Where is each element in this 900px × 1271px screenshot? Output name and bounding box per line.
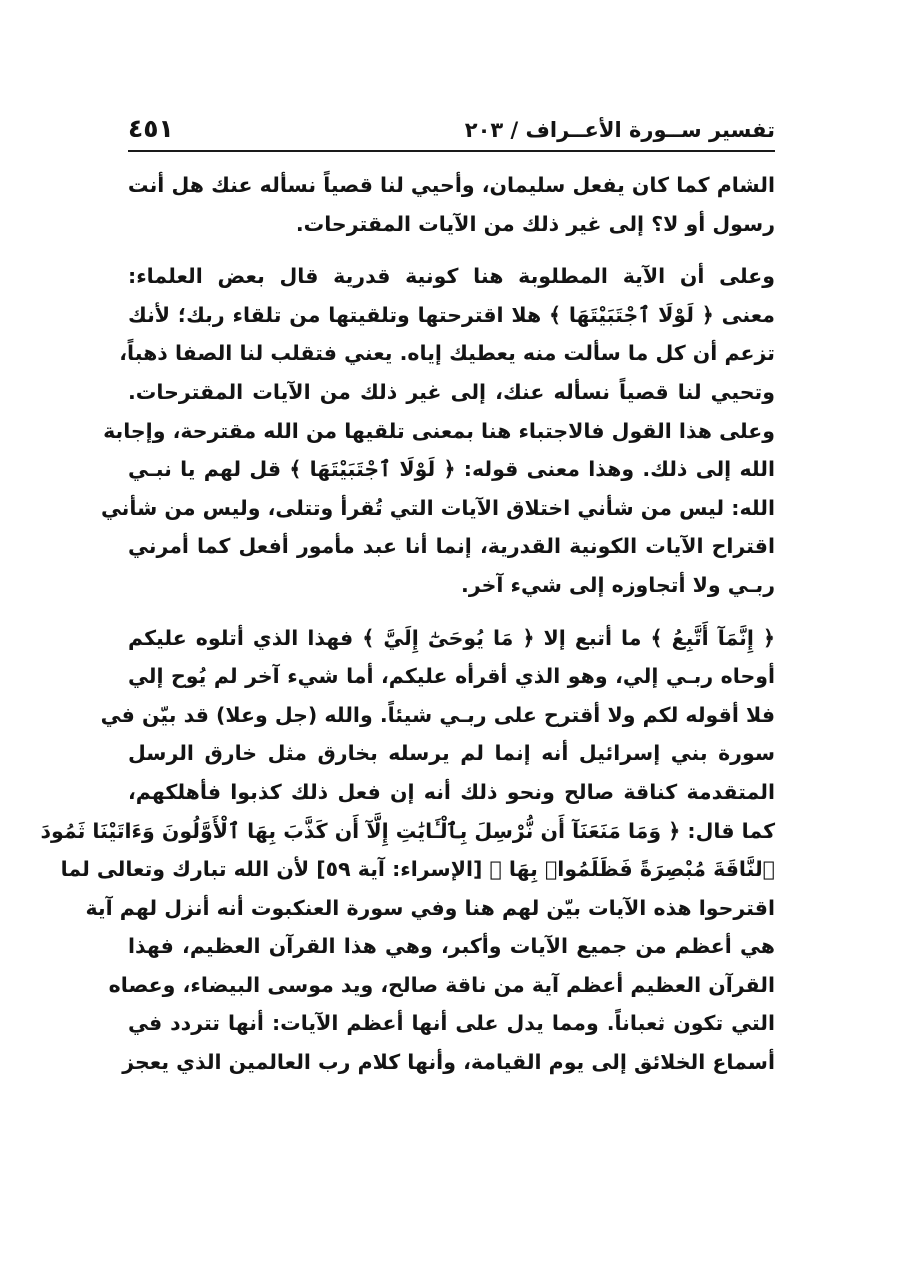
text-line: ٱلنَّاقَةَ مُبْصِرَةً فَظَلَمُوا۟ بِهَا ﴾ [الإسراء: آية ٥٩] لأن الله تبارك وتعالى لما xyxy=(60,857,775,882)
text-line: سورة بني إسرائيل أنه إنما لم يرسله بخارق مثل خارق الرسل xyxy=(128,741,775,766)
page-header xyxy=(128,112,775,152)
text-line: الشام كما كان يفعل سليمان، وأحيي لنا قصياً نسأله عنك هل أنت xyxy=(127,173,775,197)
text-line: وعلى هذا القول فالاجتباء هنا بمعنى تلقيها من الله مقترحة، وإجابة xyxy=(103,418,775,443)
text-line: رسول أو لا؟ إلى غير ذلك من الآيات المقترحات. xyxy=(295,211,775,236)
paragraph xyxy=(40,619,775,1082)
text-line: أوحاه ربـي إلي، وهو الذي أقرأه عليكم، أما شيء آخر لم يُوح إلي xyxy=(128,664,775,689)
running-title: تفسير ســورة الأعــراف / ٢٠٣ xyxy=(464,118,775,142)
text-line: الله: ليس من شأني اختلاق الآيات التي تُقرأ وتتلى، وليس من شأني xyxy=(100,495,775,520)
text-line: كما قال: ﴿ وَمَا مَنَعَنَآ أَن نُّرْسِلَ بِٱلْـَٔايَٰتِ إِلَّآ أَن كَذَّبَ بِهَا ٱلْأَوَّلُونَ وَءَاتَيْنَا ثَمُودَ xyxy=(40,818,775,843)
text-line: وتحيي لنا قصياً نسأله عنك، إلى غير ذلك من الآيات المقترحات. xyxy=(128,379,775,404)
text-line: التي تكون ثعباناً. ومما يدل على أنها أعظم الآيات: أنها تتردد في xyxy=(128,1011,775,1036)
text-line: القرآن العظيم أعظم آية من ناقة صالح، ويد موسى البيضاء، وعصاه xyxy=(108,972,775,997)
text-line: ﴿ إِنَّمَآ أَتَّبِعُ ﴾ ما أتبع إلا ﴿ مَا يُوحَىٰٓ إِلَيَّ ﴾ فهذا الذي أتلوه عليكم xyxy=(128,625,775,650)
text-line: اقترحوا هذه الآيات بيّن لهم هنا وفي سورة العنكبوت أنه أنزل لهم آية xyxy=(85,895,775,920)
paragraph xyxy=(128,166,775,243)
text-line: اقتراح الآيات الكونية القدرية، إنما أنا عبد مأمور أفعل كما أمرني xyxy=(128,534,775,559)
page-body xyxy=(40,166,775,1082)
text-line: أسماع الخلائق إلى يوم القيامة، وأنها كلام رب العالمين الذي يعجز xyxy=(122,1050,775,1075)
text-line: هي أعظم من جميع الآيات وأكبر، وهي هذا القرآن العظيم، فهذا xyxy=(128,934,775,959)
page-number: ٤٥١ xyxy=(128,114,174,143)
text-line: تزعم أن كل ما سألت منه يعطيك إياه. يعني فتقلب لنا الصفا ذهباً، xyxy=(119,341,775,366)
text-line: فلا أقوله لكم ولا أقترح على ربـي شيئاً. والله (جل وعلا) قد بيّن في xyxy=(100,702,775,727)
text-line: وعلى أن الآية المطلوبة هنا كونية قدرية قال بعض العلماء: xyxy=(128,264,775,289)
text-line: المتقدمة كناقة صالح ونحو ذلك أنه إن فعل ذلك كذبوا فأهلكهم، xyxy=(128,779,775,804)
paragraph xyxy=(100,257,775,604)
text-line: ربـي ولا أتجاوزه إلى شيء آخر. xyxy=(461,572,775,597)
text-line: معنى ﴿ لَوْلَا ٱجْتَبَيْتَهَا ﴾ هلا اقترحتها وتلقيتها من تلقاء ربك؛ لأنك xyxy=(128,302,775,327)
text-line: الله إلى ذلك. وهذا معنى قوله: ﴿ لَوْلَا ٱجْتَبَيْتَهَا ﴾ قل لهم يا نبـي xyxy=(128,457,775,482)
